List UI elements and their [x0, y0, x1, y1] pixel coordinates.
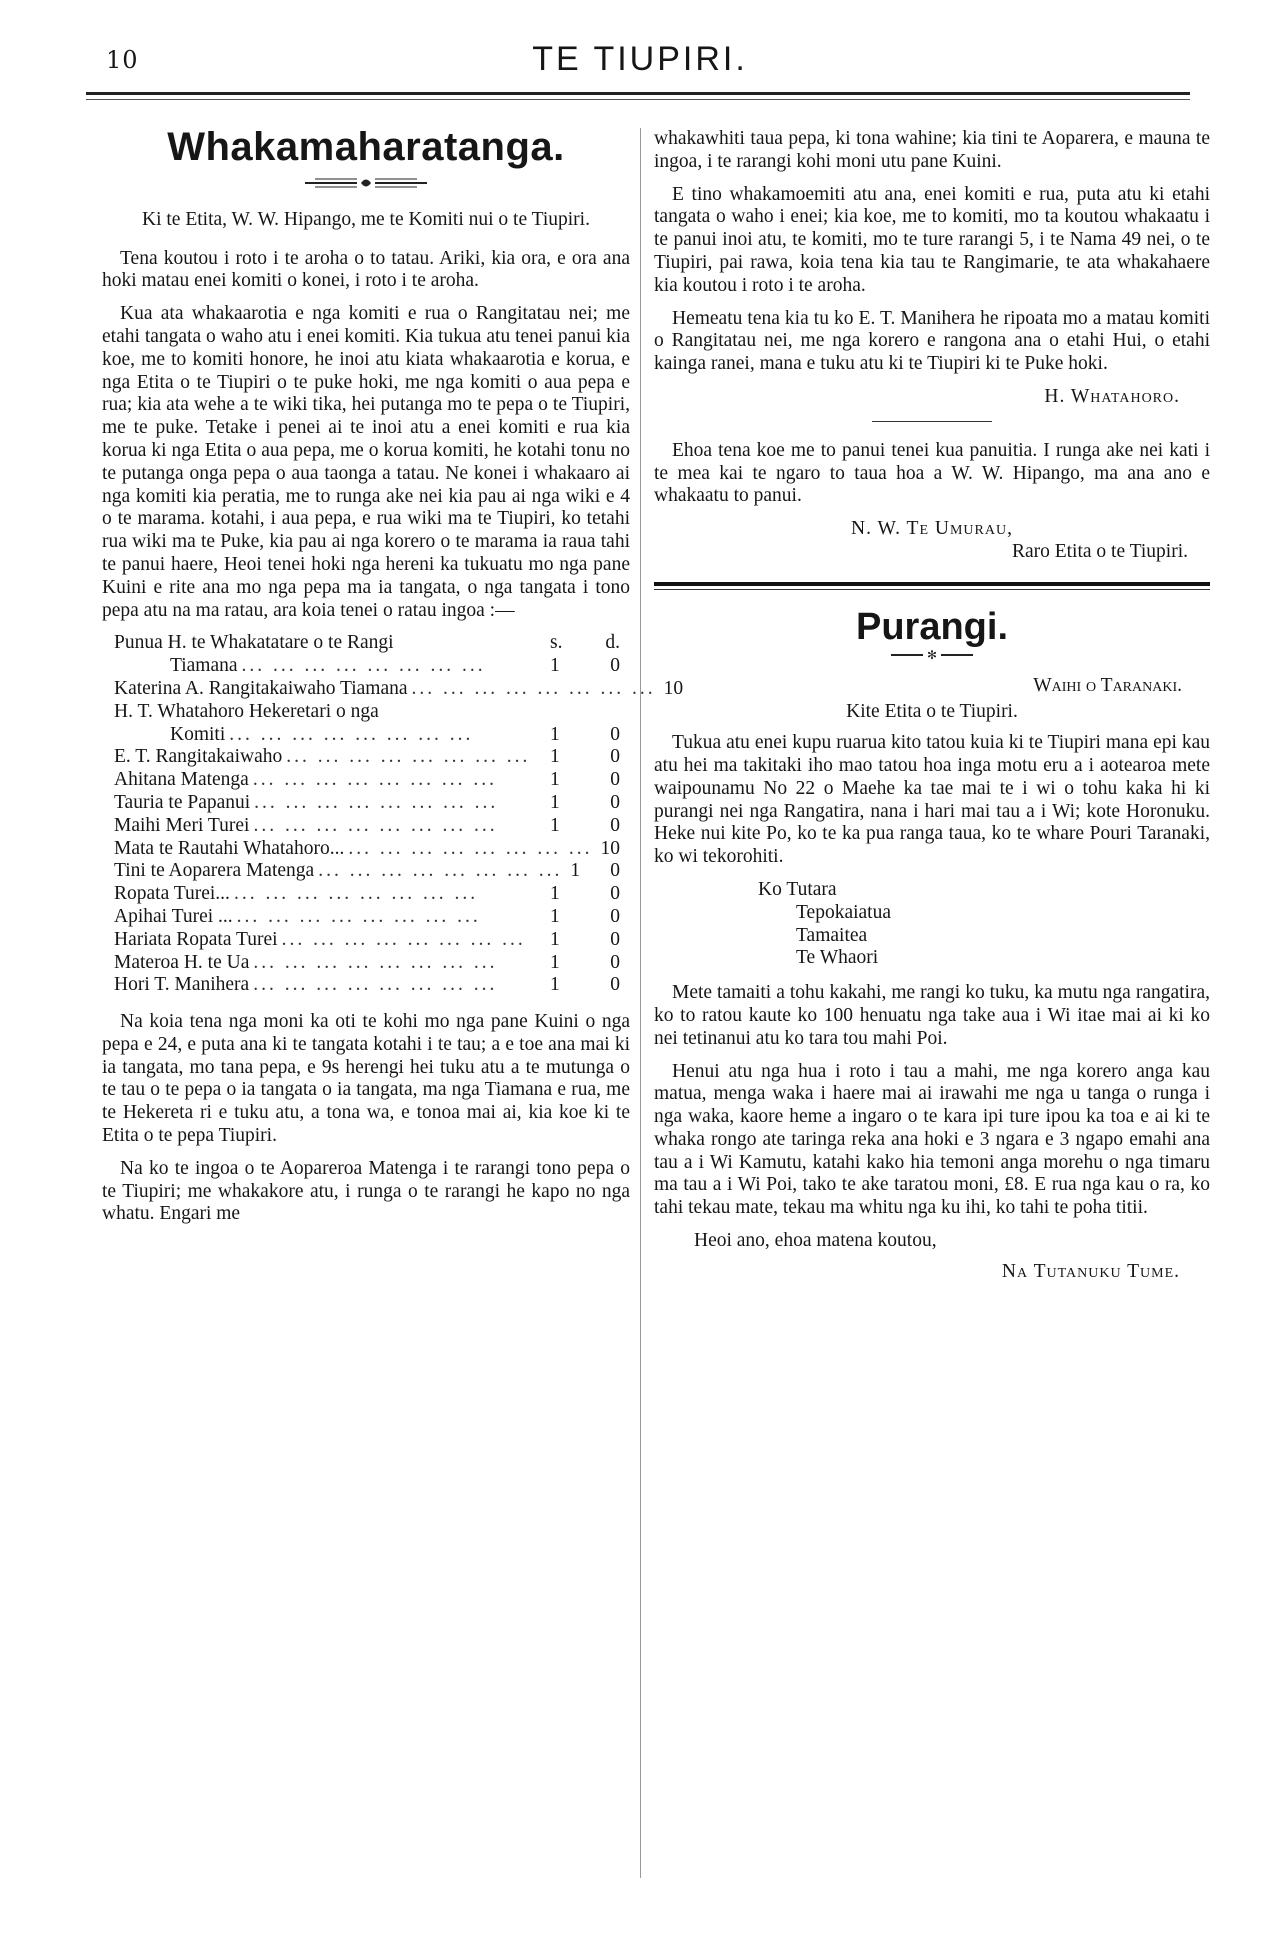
subscription-row: [114, 906, 630, 929]
section-rule-thin: [654, 589, 1210, 590]
amount-pence: 0: [610, 860, 620, 882]
amount-shillings: 1: [600, 837, 611, 859]
amount-shillings: 1: [550, 951, 560, 973]
header-rule: [86, 92, 1190, 95]
star-divider-icon: [887, 649, 977, 661]
amount-pence: 0: [610, 723, 620, 745]
subscriber-name: Apihai Turei ...: [114, 905, 233, 927]
paragraph: E tino whakamoemiti atu ana, enei komiti e rua, puta atu ki etahi tangata o waho i enei; kia koe, me to komiti, mo ta koutou whakaatu i te panui inoi atu, te komiti, mo te ture rarangi 5, i te Nama 49 nei, o te Tiupiri, pai rawa, koia tena kia tau te Rangimarie, te ata whakahaere kia koutou i roto i te aroha.: [654, 183, 1210, 296]
paragraph: Kua ata whakaarotia e nga komiti e rua o Rangitatau nei; me etahi tangata o waho atu i enei komiti. Kia tukua atu tenei panui kia koe, me to komiti honore, he inoi atu kiata whakaarotia e koruа, e nga Etita o te Tiupiri o te puke hoki, me nga komiti o aua pepa e rua; kia ata wehe a te wiki tika, hei putanga mo te pepa o te Tiupiri, me te puke. Tetake i penei ai te inoi atu a enei komiti e rua kia koruа ki nga Etita o aua pepa, me o koruа komiti, he kotahi tonu no te putanga onga pepa o aua taonga a tatau. Ne konei i whakaaro ai nga komiti kia peratia, me to runga ake nei kia pau ai nga wiki e 4 o te marama. kotahi, i aua pepa, e rua wiki ma te Tiupiri, ko tetahi rua wiki ma te Puke, kia pau ai nga korero o te marama ia raua tahi te panui haere, Heoi tenei hoki nga hereni ka tukuatu mo nga pane Kuini e rite ana mo nga pepa ma ia tangata, o nga tangata i tono pepa atu na ma ratau, ara koia tenei o ratau ingoa :—: [102, 303, 630, 621]
paragraph: Na koia tena nga moni ka oti te kohi mo nga pane Kuini o nga pepa e 24, e puta ana ki te tangata kotahi i te tau; a e toe ana mai ki ia tangata, mo tana pepa, e 9s herengi hei tuku atu a te mutunga o te tau o te pepa o ia tangata o ia tangata, ma nga Tiamana e rua, me te Hekereta ri e tuku atu, a tona wa, e tonoa mai ai, kia koe ki te Etita o te pepa Tiupiri.: [102, 1011, 630, 1147]
leader-dots: ... ... ... ... ... ... ... ...: [233, 883, 479, 905]
salutation: Kite Etita o te Tiupiri.: [846, 701, 1018, 723]
amount-pence: 0: [610, 928, 620, 950]
paragraph: Tena koutou i roto i te aroha o to tatau. Ariki, kia ora, e ora ana hoki matau enei komiti o konei, i roto i te aroha.: [102, 247, 630, 292]
subscription-list: [114, 632, 684, 997]
amount-shillings: 1: [570, 860, 581, 882]
page-header: [96, 40, 1184, 90]
header-rule-thin: [86, 99, 1190, 100]
subscriber-name: Katerina A. Rangitakaiwaho Tiamana: [114, 677, 408, 699]
amount-shillings: 1: [550, 883, 560, 905]
amount-shillings: 1: [550, 814, 560, 836]
subscriber-name: Ahitana Matenga: [114, 769, 249, 791]
ornament-divider-icon: [301, 175, 431, 191]
leader-dots: ... ... ... ... ... ... ... ...: [236, 905, 481, 927]
paragraph: Henui atu nga hua i roto i tau a mahi, me nga korero anga kau matua, menga waka i haere mai ai irawahi me nga u tanga o runga i nga waka, kaore heme a ingaro o te kara ipi ture ipou ka toa e ai ki te whaka rongo ate taringa reka ana hoki e 3 ngara e 3 ngapo emahi ana tau a i Wi Kamutu, katahi kako hia temoni anga morehu o nga timaru ma tau a i Wi Poi, tako te ake taratou moni, £8. E rua nga kau o ra, ko tahi tekau mate, tekau ma whitu nga ku ihi, ko tahi te poha titii.: [654, 1060, 1210, 1219]
column-divider: [640, 128, 641, 1878]
article-heading-whakamaharatanga: Whakamaharatanga.: [167, 125, 565, 169]
subscription-row: [114, 815, 630, 838]
amount-shillings: 1: [550, 974, 560, 996]
subscription-row: [114, 974, 630, 997]
leader-dots: ... ... ... ... ... ... ... ...: [411, 677, 656, 699]
amount-shillings: 1: [550, 905, 560, 927]
amount-pence: 0: [610, 951, 620, 973]
short-rule: [872, 421, 992, 422]
subscriber-name: Komiti: [170, 723, 226, 745]
running-title: TE TIUPIRI.: [532, 40, 748, 78]
leader-dots: ... ... ... ... ... ... ... ...: [281, 928, 526, 950]
subscriber-name: E. T. Rangitakaiwaho: [114, 746, 283, 768]
address-line: Ki te Etita, W. W. Hipango, me te Komiti nui o te Tiupiri.: [142, 208, 590, 230]
amount-shillings: 1: [550, 746, 560, 768]
subscription-row: [114, 701, 630, 724]
amount-shillings: 1: [550, 928, 560, 950]
leader-dots: ... ... ... ... ... ... ... ...: [318, 860, 563, 882]
subscription-row: [114, 792, 630, 815]
signature-role: Raro Etita o te Tiupiri.: [1011, 540, 1188, 562]
subscriber-name: Tauria te Papanui: [114, 791, 251, 813]
page-number: 10: [106, 46, 139, 74]
amount-shillings: 1: [550, 791, 560, 813]
amount-pence: 0: [610, 974, 620, 996]
genealogy-line: Te Whaori: [796, 947, 879, 969]
paragraph: Na ko te ingoa o te Aopareroa Matenga i te rarangi tono pepa o te Tiupiri; me whakakore atu, i runga o te rarangi he kapo no nga whatu. Engari me: [102, 1157, 630, 1225]
amount-shillings: 1: [550, 769, 560, 791]
editor-note: Ehoa tena koe me to panui tenei kua panuitia. I runga ake nei kati i te mea kai te ngaro to taua hoa a W. W. Hipango, ma ana ano e whakaatu to panui.: [654, 439, 1210, 507]
amount-pence: 0: [610, 791, 620, 813]
amount-shillings: 1: [550, 655, 560, 677]
editor-signature: [654, 518, 1210, 564]
genealogy-line: Tamaitea: [796, 924, 868, 946]
article-heading-purangi: Purangi.: [855, 605, 1009, 648]
subscriber-name: Mata te Rautahi Whatahoro...: [114, 837, 345, 859]
signature: Na Tutanuku Tume.: [1001, 1260, 1180, 1282]
subscriber-name: Ropata Turei...: [114, 883, 230, 905]
amount-pence: 0: [673, 677, 684, 699]
shillings-header: s.: [550, 632, 563, 654]
subscription-row: [114, 929, 630, 952]
paragraph: Hemeatu tena kia tu ko E. T. Manihera he ripoata mo a matau komiti o Rangitatau nei, me nga korero e rangona ana o etahi Hui, o etahi kainga ranei, mana e tuku atu ki te Tiupiri ki te Puke hoki.: [654, 307, 1210, 375]
leader-dots: ... ... ... ... ... ... ... ...: [253, 814, 498, 836]
leader-dots: ... ... ... ... ... ... ... ...: [229, 723, 474, 745]
subscription-row: [114, 746, 630, 769]
amount-shillings: 1: [550, 723, 560, 745]
leader-dots: ... ... ... ... ... ... ... ...: [252, 769, 497, 791]
subscription-row: [114, 952, 630, 975]
subscription-row: [114, 724, 630, 747]
genealogy-line: Ko Tutara: [758, 878, 837, 900]
pence-header: d.: [605, 632, 620, 654]
paragraph: Mete tamaiti a tohu kakahi, me rangi ko tuku, ka mutu nga rangatira, ko to ratou kaute ko 100 henuatu nga take aua i Wi itae mai ai ki ko nei tetinanui atu ko tara tou mahi Poi.: [654, 982, 1210, 1049]
subscriber-name: Tini te Aoparera Matenga: [114, 860, 315, 882]
amount-pence: 0: [610, 769, 620, 791]
section-rule: [654, 582, 1210, 586]
dateline: Waihi o Taranaki.: [1033, 674, 1182, 696]
genealogy-line: Tepokaiatua: [796, 901, 892, 923]
subscriber-name: Tiamana: [170, 655, 238, 677]
right-column: [654, 128, 1210, 1296]
subscription-row: [114, 655, 630, 678]
amount-pence: 0: [610, 655, 620, 677]
subscriber-name: Punua H. te Whakatatare o te Rangi: [114, 632, 394, 654]
signature: H. Whatahoro.: [1044, 385, 1180, 407]
paragraph: Tukua atu enei kupu ruarua kito tatou kuia ki te Tiupiri mana epi kau atu hei ma takitaki iho mao tatou hoa inga motu eru a i aotearoa mete waipounamu No 22 o Maehe ka tae mai te i wi o tohu kaka hi ki purangi nei nga Rangatira, nana i hari mai tau a i Wi; kote Horonuku. Heke nui kite Po, ko te ka pua ranga taua, ko te whare Pouri Taranaki, ko wi tekorohiti.: [654, 732, 1210, 868]
leader-dots: ... ... ... ... ... ... ... ...: [254, 791, 499, 813]
svg-text:✻: ✻: [926, 647, 938, 662]
amount-pence: 0: [610, 905, 620, 927]
subscription-row: [114, 769, 630, 792]
subscription-row: [114, 838, 630, 861]
amount-pence: 0: [610, 746, 620, 768]
subscription-row: [114, 860, 630, 883]
leader-dots: ... ... ... ... ... ... ... ...: [253, 974, 498, 996]
subscription-row: [114, 883, 630, 906]
closing-line: Heoi ano, ehoa matena koutou,: [694, 1230, 937, 1252]
subscriber-name: Hariata Ropata Turei: [114, 928, 278, 950]
genealogy-list: [758, 879, 1210, 970]
amount-pence: 0: [610, 837, 620, 859]
paragraph: whakawhiti taua pepa, ki tona wahine; kia tini te Aoparera, e mauna te ingoa, i te rarangi kohi moni utu pane Kuini.: [654, 128, 1210, 172]
amount-pence: 0: [610, 814, 620, 836]
left-column: [102, 125, 684, 1236]
amount-shillings: 1: [663, 677, 674, 699]
signature-name: N. W. Te Umurau,: [851, 518, 1013, 540]
subscriber-name: Materoa H. te Ua: [114, 951, 250, 973]
subscriber-name: H. T. Whatahoro Hekeretari o nga: [114, 700, 379, 722]
leader-dots: ... ... ... ... ... ... ... ...: [348, 837, 593, 859]
subscription-row: [114, 677, 684, 701]
subscriber-name: Maihi Meri Turei: [114, 814, 250, 836]
amount-pence: 0: [610, 883, 620, 905]
subscription-header: [114, 632, 630, 655]
subscriber-name: Hori T. Manihera: [114, 974, 250, 996]
leader-dots: ... ... ... ... ... ... ... ...: [253, 951, 498, 973]
leader-dots: ... ... ... ... ... ... ... ...: [286, 746, 531, 768]
leader-dots: ... ... ... ... ... ... ... ...: [241, 655, 486, 677]
